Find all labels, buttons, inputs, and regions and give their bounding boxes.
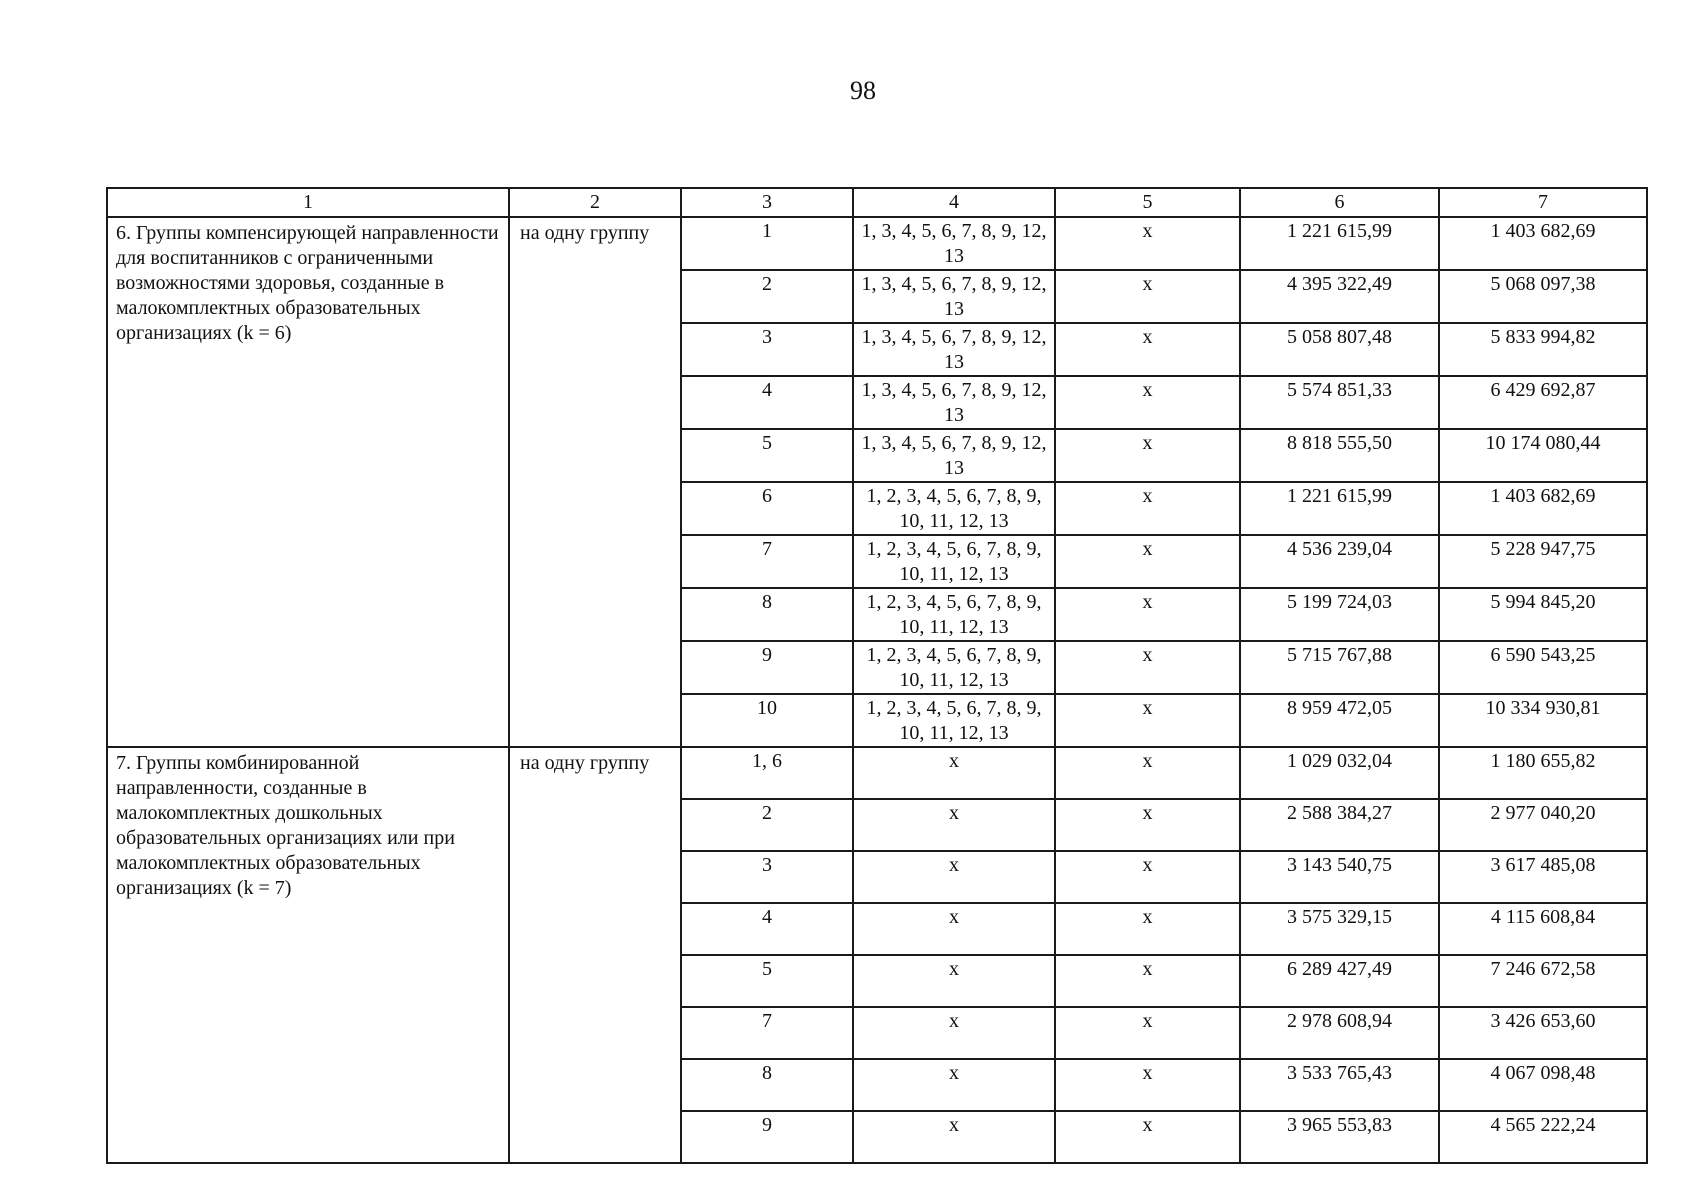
group-description: 6. Группы компенсирующей направленности для воспитанников с ограниченными возможностями здоровья, созданные в малокомплектных образовательных организациях (k = 6) <box>107 217 509 747</box>
header-cell: 4 <box>853 188 1055 217</box>
cell-col-3: 8 <box>681 588 853 641</box>
cell-col-5: х <box>1055 588 1240 641</box>
cell-col-3: 9 <box>681 1111 853 1163</box>
header-cell: 5 <box>1055 188 1240 217</box>
cell-col-3: 4 <box>681 376 853 429</box>
cell-col-7: 1 403 682,69 <box>1439 482 1647 535</box>
cell-col-7: 5 994 845,20 <box>1439 588 1647 641</box>
cell-col-5: х <box>1055 747 1240 799</box>
cell-col-7: 7 246 672,58 <box>1439 955 1647 1007</box>
cell-col-4: 1, 3, 4, 5, 6, 7, 8, 9, 12, 13 <box>853 429 1055 482</box>
cell-col-6: 5 058 807,48 <box>1240 323 1439 376</box>
cell-col-3: 4 <box>681 903 853 955</box>
cell-col-4: х <box>853 1111 1055 1163</box>
cell-col-7: 5 833 994,82 <box>1439 323 1647 376</box>
cell-col-3: 2 <box>681 270 853 323</box>
cell-col-6: 4 395 322,49 <box>1240 270 1439 323</box>
page-number: 98 <box>850 76 876 105</box>
table-row <box>107 217 1647 270</box>
cell-col-5: х <box>1055 799 1240 851</box>
cell-col-4: х <box>853 1007 1055 1059</box>
cell-col-4: х <box>853 903 1055 955</box>
cost-table <box>106 187 1648 1164</box>
cell-col-7: 3 617 485,08 <box>1439 851 1647 903</box>
cell-col-6: 5 715 767,88 <box>1240 641 1439 694</box>
cell-col-7: 4 115 608,84 <box>1439 903 1647 955</box>
cell-col-5: х <box>1055 270 1240 323</box>
group-description: 7. Группы комбинированной направленности, созданные в малокомплектных дошкольных образовательных организациях или при малокомплектных образовательных организациях (k = 7) <box>107 747 509 1163</box>
cell-col-5: х <box>1055 903 1240 955</box>
cell-col-7: 1 180 655,82 <box>1439 747 1647 799</box>
cell-col-3: 10 <box>681 694 853 747</box>
cell-col-5: х <box>1055 694 1240 747</box>
cell-col-6: 2 978 608,94 <box>1240 1007 1439 1059</box>
table-header-row <box>107 188 1647 217</box>
cell-col-3: 7 <box>681 1007 853 1059</box>
cell-col-3: 3 <box>681 323 853 376</box>
group-unit: на одну группу <box>509 217 681 747</box>
header-cell: 6 <box>1240 188 1439 217</box>
cell-col-3: 5 <box>681 429 853 482</box>
cell-col-3: 1 <box>681 217 853 270</box>
header-cell: 7 <box>1439 188 1647 217</box>
header-cell: 3 <box>681 188 853 217</box>
cell-col-6: 4 536 239,04 <box>1240 535 1439 588</box>
cell-col-5: х <box>1055 323 1240 376</box>
table-row <box>107 747 1647 799</box>
cell-col-4: х <box>853 851 1055 903</box>
header-cell: 1 <box>107 188 509 217</box>
cell-col-3: 2 <box>681 799 853 851</box>
cell-col-6: 6 289 427,49 <box>1240 955 1439 1007</box>
cell-col-3: 7 <box>681 535 853 588</box>
cell-col-5: х <box>1055 955 1240 1007</box>
group-unit: на одну группу <box>509 747 681 1163</box>
cell-col-5: х <box>1055 1059 1240 1111</box>
cell-col-4: х <box>853 955 1055 1007</box>
cell-col-4: х <box>853 799 1055 851</box>
cell-col-6: 1 221 615,99 <box>1240 217 1439 270</box>
cell-col-7: 5 228 947,75 <box>1439 535 1647 588</box>
cell-col-4: 1, 3, 4, 5, 6, 7, 8, 9, 12, 13 <box>853 270 1055 323</box>
cell-col-6: 3 143 540,75 <box>1240 851 1439 903</box>
cell-col-5: х <box>1055 1007 1240 1059</box>
cell-col-6: 5 199 724,03 <box>1240 588 1439 641</box>
cell-col-3: 6 <box>681 482 853 535</box>
cell-col-5: х <box>1055 482 1240 535</box>
cell-col-5: х <box>1055 217 1240 270</box>
cell-col-4: 1, 3, 4, 5, 6, 7, 8, 9, 12, 13 <box>853 217 1055 270</box>
cell-col-5: х <box>1055 535 1240 588</box>
cell-col-7: 1 403 682,69 <box>1439 217 1647 270</box>
cell-col-4: 1, 3, 4, 5, 6, 7, 8, 9, 12, 13 <box>853 323 1055 376</box>
cell-col-5: х <box>1055 429 1240 482</box>
cell-col-3: 5 <box>681 955 853 1007</box>
cell-col-6: 3 965 553,83 <box>1240 1111 1439 1163</box>
cell-col-6: 1 221 615,99 <box>1240 482 1439 535</box>
cell-col-7: 5 068 097,38 <box>1439 270 1647 323</box>
cell-col-5: х <box>1055 641 1240 694</box>
cell-col-7: 3 426 653,60 <box>1439 1007 1647 1059</box>
cell-col-7: 10 334 930,81 <box>1439 694 1647 747</box>
cell-col-7: 2 977 040,20 <box>1439 799 1647 851</box>
cell-col-3: 3 <box>681 851 853 903</box>
cell-col-3: 1, 6 <box>681 747 853 799</box>
cell-col-4: 1, 2, 3, 4, 5, 6, 7, 8, 9, 10, 11, 12, 13 <box>853 694 1055 747</box>
cell-col-4: 1, 2, 3, 4, 5, 6, 7, 8, 9, 10, 11, 12, 13 <box>853 588 1055 641</box>
header-cell: 2 <box>509 188 681 217</box>
cell-col-6: 3 533 765,43 <box>1240 1059 1439 1111</box>
cell-col-6: 8 959 472,05 <box>1240 694 1439 747</box>
cell-col-7: 10 174 080,44 <box>1439 429 1647 482</box>
cell-col-3: 9 <box>681 641 853 694</box>
cell-col-7: 4 565 222,24 <box>1439 1111 1647 1163</box>
cell-col-4: х <box>853 1059 1055 1111</box>
cell-col-5: х <box>1055 1111 1240 1163</box>
cell-col-4: 1, 2, 3, 4, 5, 6, 7, 8, 9, 10, 11, 12, 13 <box>853 535 1055 588</box>
cell-col-7: 6 429 692,87 <box>1439 376 1647 429</box>
cell-col-6: 3 575 329,15 <box>1240 903 1439 955</box>
cell-col-6: 5 574 851,33 <box>1240 376 1439 429</box>
cell-col-7: 4 067 098,48 <box>1439 1059 1647 1111</box>
cell-col-4: 1, 3, 4, 5, 6, 7, 8, 9, 12, 13 <box>853 376 1055 429</box>
cell-col-3: 8 <box>681 1059 853 1111</box>
cell-col-6: 2 588 384,27 <box>1240 799 1439 851</box>
cell-col-4: 1, 2, 3, 4, 5, 6, 7, 8, 9, 10, 11, 12, 13 <box>853 641 1055 694</box>
cell-col-6: 1 029 032,04 <box>1240 747 1439 799</box>
cell-col-6: 8 818 555,50 <box>1240 429 1439 482</box>
cell-col-5: х <box>1055 851 1240 903</box>
cell-col-7: 6 590 543,25 <box>1439 641 1647 694</box>
cell-col-4: 1, 2, 3, 4, 5, 6, 7, 8, 9, 10, 11, 12, 13 <box>853 482 1055 535</box>
cell-col-5: х <box>1055 376 1240 429</box>
cell-col-4: х <box>853 747 1055 799</box>
